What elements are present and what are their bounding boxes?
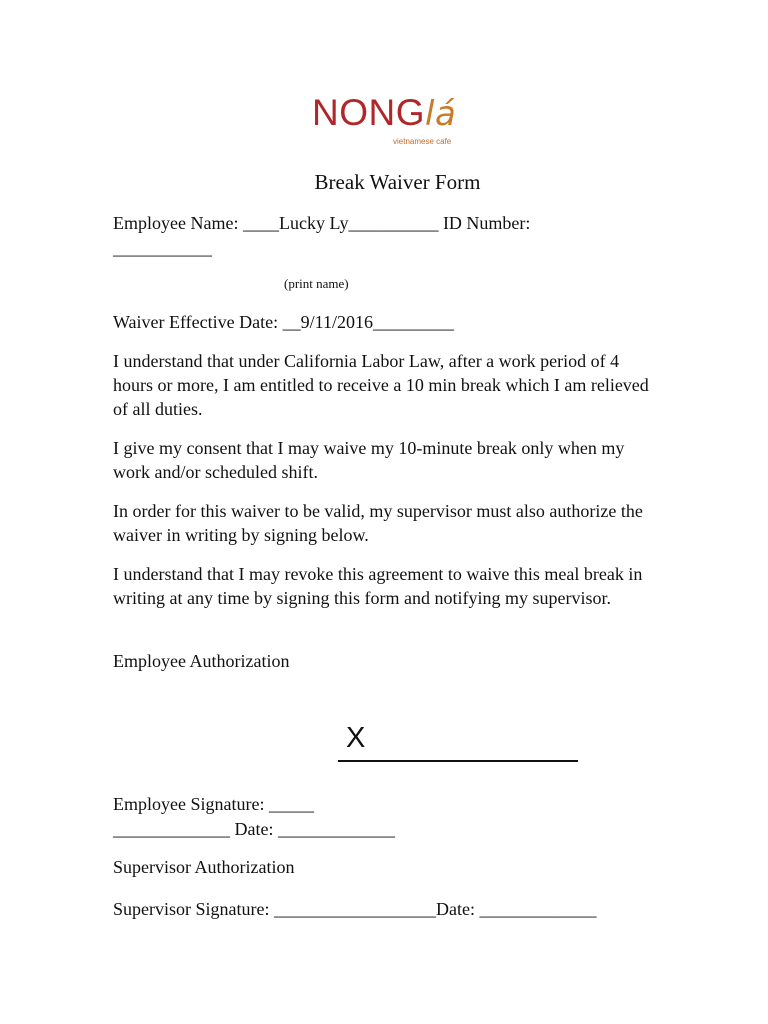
paragraph-consent: I give my consent that I may waive my 10-minute break only when my work and/or scheduled shift.	[113, 438, 625, 482]
employee-authorization-heading: Employee Authorization	[113, 651, 290, 671]
employee-name-line: Employee Name: ____Lucky Ly__________ ID Number:	[113, 213, 531, 233]
supervisor-signature-line: Supervisor Signature: __________________Date: _____________	[113, 899, 597, 919]
logo-word-main: NONG	[312, 92, 425, 133]
print-name-note: (print name)	[284, 276, 349, 291]
supervisor-authorization-heading: Supervisor Authorization	[113, 857, 295, 877]
paragraph-revoke: I understand that I may revoke this agreement to waive this meal break in writing at any time by signing this form and notifying my supervisor.	[113, 564, 643, 608]
nongla-logo	[312, 94, 462, 154]
effective-date-line: Waiver Effective Date: __9/11/2016_________	[113, 312, 454, 332]
id-number-blank: ___________	[113, 238, 212, 258]
logo-tagline: vietnamese cafe	[393, 137, 452, 146]
paragraph-labor-law: I understand that under California Labor Law, after a work period of 4 hours or more, I am entitled to receive a 10 min break which I am relieved of all duties.	[113, 351, 649, 419]
logo-word-accent: lá	[425, 94, 457, 134]
form-title: Break Waiver Form	[314, 170, 481, 194]
signature-x-mark: X	[346, 722, 366, 754]
paragraph-validity: In order for this waiver to be valid, my supervisor must also authorize the waiver in writing by signing below.	[113, 501, 643, 545]
signature-line	[338, 760, 578, 762]
employee-signature-date-line: _____________ Date: _____________	[113, 819, 395, 839]
logo-wordmark	[312, 92, 457, 134]
employee-signature-line: Employee Signature: _____	[113, 794, 314, 814]
